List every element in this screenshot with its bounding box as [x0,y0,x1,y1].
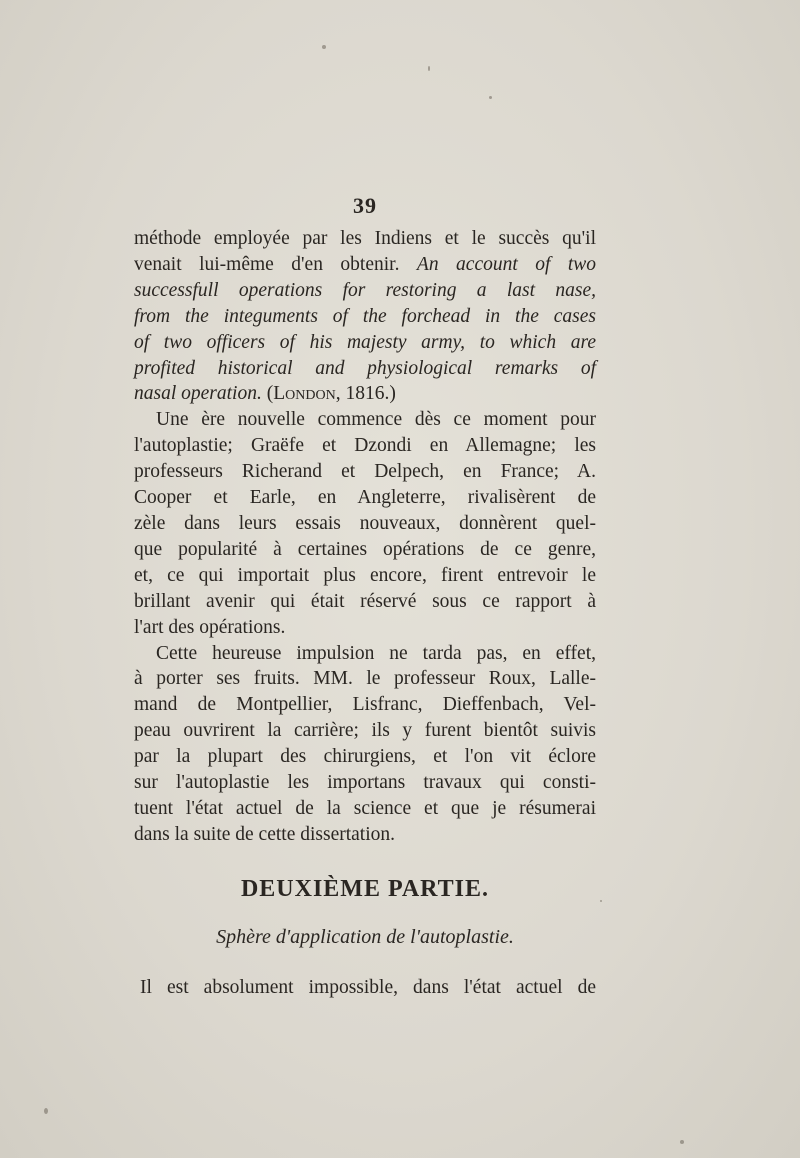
text-line: que popularité à certaines opérations de ce genre, [134,538,596,560]
text-line: méthode employée par les Indiens et le succès qu'il [134,228,596,249]
section-heading: DEUXIÈME PARTIE. [240,876,490,902]
citation-line: from the integuments of the forchead in the cases [134,305,596,327]
text-line: mand de Montpellier, Lisfranc, Dieffenbach, Vel- [134,694,596,716]
text-line [134,252,596,278]
paragraph-1 [134,226,596,407]
text-line: peau ouvrirent la carrière; ils y furent bientôt suivis [134,720,596,742]
text-line: professeurs Richerand et Delpech, en France; A. [134,461,596,483]
citation-line: profited historical and physiological remarks of [134,357,596,379]
paper-speck [44,1108,48,1114]
text-line: à porter ses fruits. MM. le professeur Roux, Lalle- [134,668,596,690]
text-line: zèle dans leurs essais nouveaux, donnèrent quel- [134,512,596,534]
text-line: sur l'autoplastie les importans travaux qui consti- [134,772,596,794]
citation-title-start: An account of two [416,253,597,275]
paper-speck [489,96,492,99]
text-line: Cette heureuse impulsion ne tarda pas, en effet, [156,642,596,664]
paper-speck [680,1140,684,1144]
citation-paren-open: ( [266,383,274,405]
paper-speck [322,45,326,49]
text-line: par la plupart des chirurgiens, et l'on vit éclore [134,746,596,768]
paper-speck [428,66,430,71]
text-line: brillant avenir qui était réservé sous ce rapport à [134,590,596,612]
body-text [134,226,596,848]
text-line-start: venait lui-même d'en obtenir. [134,253,400,275]
page-number: 39 [353,193,377,218]
text-line: dans la suite de cette dissertation. [134,823,396,845]
text-line: et, ce qui importait plus encore, firent entrevoir le [134,564,596,586]
text-line: l'art des opérations. [134,616,286,638]
citation-title-end: nasal operation. [134,383,262,405]
paragraph-2 [134,407,596,640]
citation-line: successfull operations for restoring a last nase, [134,279,596,301]
section-subheading: Sphère d'application de l'autoplastie. [216,926,514,948]
text-line: Cooper et Earle, en Angleterre, rivalisèrent de [134,487,596,509]
citation-place: London [273,383,336,405]
citation-year: , 1816.) [335,383,396,405]
paragraph-3 [134,641,596,848]
text-line: l'autoplastie; Graëfe et Dzondi en Allemagne; les [134,435,596,457]
text-line: tuent l'état actuel de la science et que je résumerai [134,797,596,819]
citation-line: of two officers of his majesty army, to which are [134,331,596,353]
section-first-line: Il est absolument impossible, dans l'état actuel de [140,977,596,998]
text-line: Une ère nouvelle commence dès ce moment pour [156,409,596,431]
citation-line-last [134,381,596,407]
